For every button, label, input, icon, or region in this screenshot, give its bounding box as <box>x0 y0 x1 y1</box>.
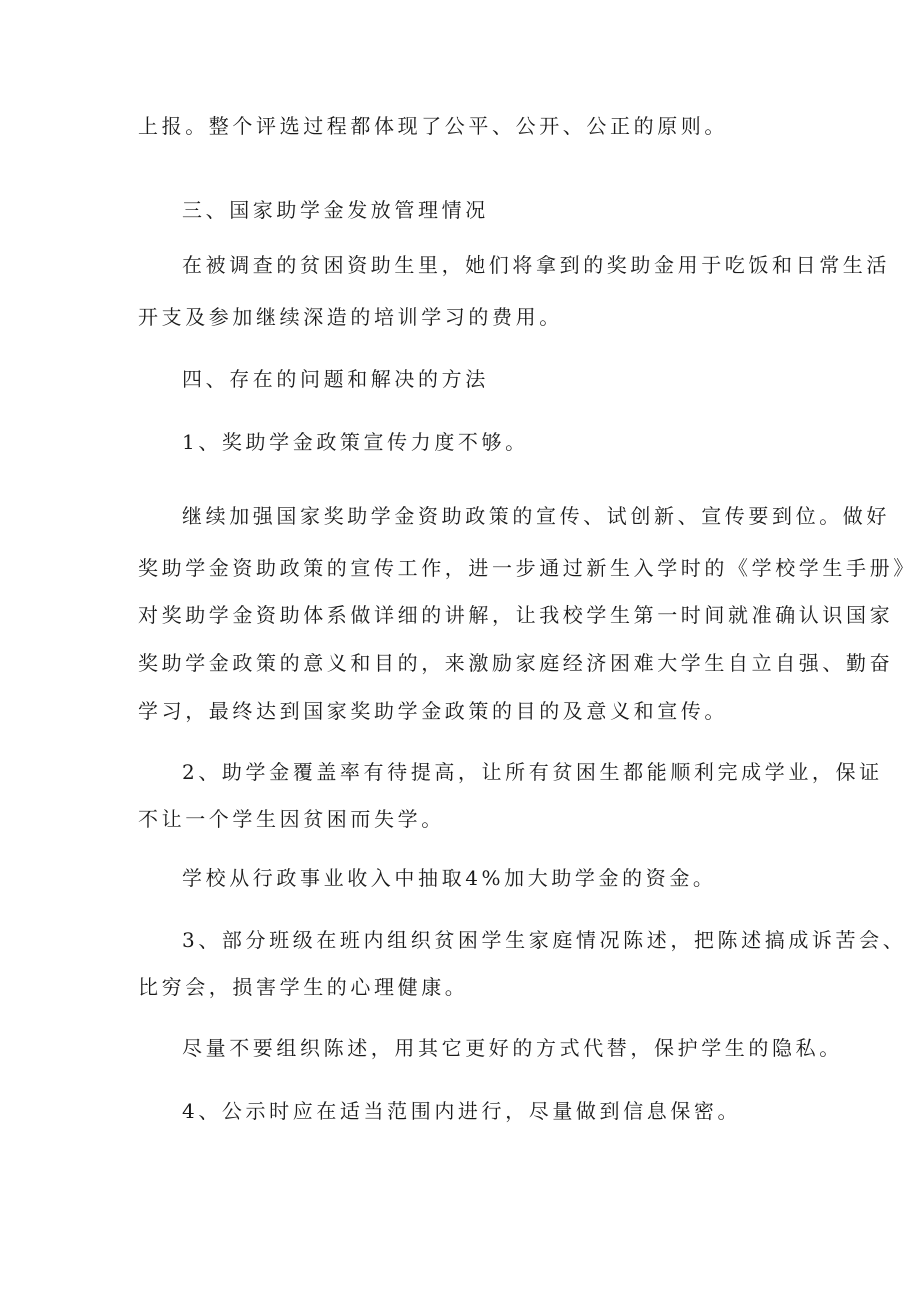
section-heading-3: 三、国家助学金发放管理情况 <box>182 198 489 222</box>
paragraph-line-5: 奖助学金资助政策的宣传工作，进一步通过新生入学时的《学校学生手册》 <box>138 556 917 580</box>
section-heading-4: 四、存在的问题和解决的方法 <box>182 367 489 391</box>
issue-heading-3: 3、部分班级在班内组织贫困学生家庭情况陈述，把陈述搞成诉苦会、 <box>182 928 907 952</box>
issue-heading-2: 2、助学金覆盖率有待提高，让所有贫困生都能顺利完成学业，保证 <box>182 760 883 784</box>
paragraph-line-9: 不让一个学生因贫困而失学。 <box>138 807 445 831</box>
paragraph-line-1: 上报。整个评选过程都体现了公平、公开、公正的原则。 <box>138 114 728 138</box>
paragraph-line-3: 开支及参加继续深造的培训学习的费用。 <box>138 305 563 329</box>
paragraph-line-2: 在被调查的贫困资助生里，她们将拿到的奖助金用于吃饭和日常生活 <box>182 253 890 277</box>
paragraph-line-4: 继续加强国家奖助学金资助政策的宣传、试创新、宣传要到位。做好 <box>182 504 890 528</box>
paragraph-line-11: 比穷会，损害学生的心理健康。 <box>138 975 469 999</box>
paragraph-line-6: 对奖助学金资助体系做详细的讲解，让我校学生第一时间就准确认识国家 <box>138 603 894 627</box>
paragraph-line-7: 奖助学金政策的意义和目的，来激励家庭经济困难大学生自立自强、勤奋 <box>138 651 894 675</box>
paragraph-line-8: 学习，最终达到国家奖助学金政策的目的及意义和宣传。 <box>138 699 728 723</box>
issue-heading-4: 4、公示时应在适当范围内进行，尽量做到信息保密。 <box>182 1099 742 1123</box>
issue-heading-1: 1、奖助学金政策宣传力度不够。 <box>182 430 529 454</box>
paragraph-line-12: 尽量不要组织陈述，用其它更好的方式代替，保护学生的隐私。 <box>182 1036 843 1060</box>
paragraph-line-10: 学校从行政事业收入中抽取4%加大助学金的资金。 <box>182 866 717 890</box>
